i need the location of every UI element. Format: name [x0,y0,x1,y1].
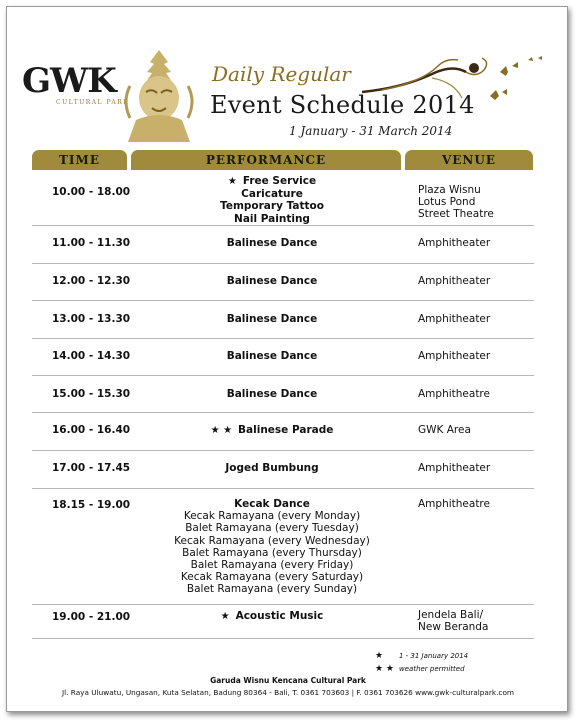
row-venue: GWK Area [418,424,471,436]
table-row [32,172,534,226]
row-venue: Plaza Wisnu Lotus Pond Street Theatre [418,184,494,221]
row-performance: ★ Free Service Caricature Temporary Tattoo Nail Painting [220,175,324,225]
table-row [32,339,534,376]
star-icon: ★ [227,176,237,187]
legend-item: ★ ★ weather permitted [375,664,465,674]
column-header-time: TIME [32,150,127,170]
row-venue: Amphitheater [418,350,491,362]
row-performance: ★ ★ Balinese Parade [210,424,334,436]
row-time: 15.00 - 15.30 [52,388,131,400]
row-time: 18.15 - 19.00 [52,499,131,511]
row-time: 11.00 - 11.30 [52,237,131,249]
row-time: 16.00 - 16.40 [52,424,131,436]
row-venue: Amphitheater [418,275,491,287]
row-venue: Amphitheater [418,462,491,474]
row-venue: Amphitheatre [418,388,490,400]
table-row [32,451,534,489]
row-time: 17.00 - 17.45 [52,462,131,474]
legend-item: ★ 1 - 31 January 2014 [375,651,469,661]
row-venue: Amphitheatre [418,498,490,510]
table-row [32,226,534,264]
row-venue: Amphitheater [418,237,491,249]
table-row [32,376,534,413]
row-performance: Balinese Dance [226,237,318,249]
star-icon: ★ [375,651,384,661]
column-header-venue: VENUE [405,150,533,170]
garuda-mask-illustration [116,46,202,146]
row-performance: Balinese Dance [226,350,318,362]
title-daily-regular: Daily Regular [212,62,351,86]
star-icon: ★ [220,611,230,622]
star-icon: ★ ★ [210,425,233,436]
page-title: Event Schedule 2014 [210,91,475,119]
row-performance: Kecak Dance Kecak Ramayana (every Monday) Balet Ramayana (every Tuesday) Kecak Ramayana (every Wednesday) Balet Ramayana (every Thursday) Balet Ramayana (every Friday) Kecak Ramayana (every Saturday) Balet Ramayana (every Sunday) [174,498,370,596]
row-time: 19.00 - 21.00 [52,611,131,623]
row-performance: Balinese Dance [226,388,318,400]
row-time: 13.00 - 13.30 [52,313,131,325]
star-icon: ★ ★ [375,664,394,674]
row-time: 14.00 - 14.30 [52,350,131,362]
row-performance: Joged Bumbung [225,462,319,474]
butterfly-icon [490,56,542,100]
row-performance: Balinese Dance [226,275,318,287]
gwk-logo [22,61,130,106]
logo-subtitle: CULTURAL PARK [56,99,130,106]
row-time: 10.00 - 18.00 [52,186,131,198]
table-row [32,413,534,451]
column-header-performance: PERFORMANCE [131,150,401,170]
logo-text: GWK [22,61,116,101]
row-time: 12.00 - 12.30 [52,275,131,287]
table-row [32,301,534,339]
row-venue: Jendela Bali/ New Beranda [418,609,489,634]
table-row [32,605,534,639]
row-performance: ★ Acoustic Music [220,610,324,622]
table-row [32,264,534,301]
table-row [32,489,534,605]
date-range: 1 January - 31 March 2014 [289,124,453,138]
footer-address: Jl. Raya Uluwatu, Ungasan, Kuta Selatan, Badung 80364 - Bali, T. 0361 703603 | F. 0361 703626 www.gwk-culturalpark.com [61,688,515,697]
row-performance: Balinese Dance [226,313,318,325]
row-venue: Amphitheater [418,313,491,325]
footer-organization: Garuda Wisnu Kencana Cultural Park [210,676,366,685]
